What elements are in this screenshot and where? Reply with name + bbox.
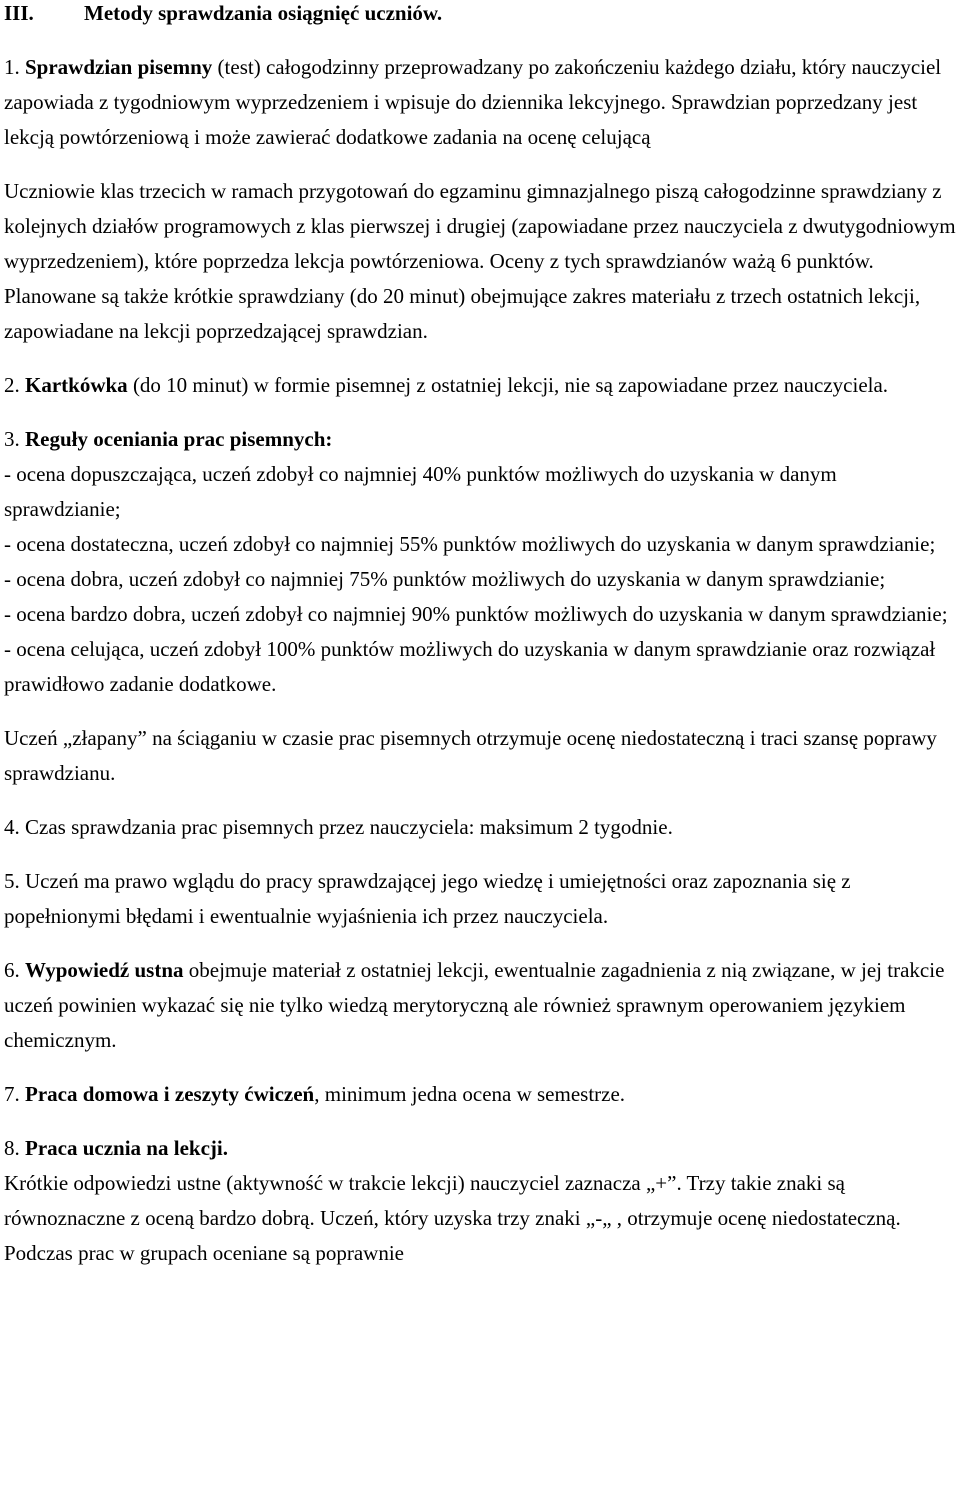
grading-rule: - ocena celująca, uczeń zdobył 100% punktów możliwych do uzyskania w danym sprawdzianie oraz rozwiązał prawidłowo zadanie dodatkowe. bbox=[4, 637, 936, 696]
paragraph-grading-rules-title: 3. Reguły oceniania prac pisemnych: bbox=[4, 427, 333, 451]
term-written-test: Sprawdzian pisemny bbox=[25, 55, 213, 79]
term-homework: Praca domowa i zeszyty ćwiczeń bbox=[25, 1082, 315, 1106]
paragraph-cheating: Uczeń „złapany” na ściąganiu w czasie prac pisemnych otrzymuje ocenę niedostateczną i traci szansę poprawy sprawdzianu. bbox=[4, 726, 937, 785]
document-page bbox=[4, 0, 956, 1271]
grading-rule: - ocena dopuszczająca, uczeń zdobył co najmniej 40% punktów możliwych do uzyskania w danym sprawdzianie; bbox=[4, 462, 837, 521]
paragraph-short-tests: Planowane są także krótkie sprawdziany (do 20 minut) obejmujące zakres materiału z trzech ostatnich lekcji, zapowiadane na lekcji poprzedzającej sprawdzian. bbox=[4, 284, 921, 343]
term-quiz: Kartkówka bbox=[25, 373, 128, 397]
term-lesson-work: Praca ucznia na lekcji. bbox=[25, 1136, 228, 1160]
paragraph-checking-time: 4. Czas sprawdzania prac pisemnych przez nauczyciela: maksimum 2 tygodnie. bbox=[4, 815, 673, 839]
paragraph-quiz: 2. Kartkówka (do 10 minut) w formie pisemnej z ostatniej lekcji, nie są zapowiadane przez nauczyciela. bbox=[4, 373, 889, 397]
paragraph-lesson-work-body: Krótkie odpowiedzi ustne (aktywność w trakcie lekcji) nauczyciel zaznacza „+”. Trzy takie znaki są równoznaczne z oceną bardzo dobrą. Uczeń, który uzyska trzy znaki „-„ , otrzymuje ocenę niedostateczną. Podczas prac w grupach oceniane są poprawnie bbox=[4, 1171, 901, 1265]
section-heading bbox=[4, 0, 956, 31]
paragraph-third-class-exams: Uczniowie klas trzecich w ramach przygotowań do egzaminu gimnazjalnego piszą całogodzinne sprawdziany z kolejnych działów programowych z klas pierwszej i drugiej (zapowiadane przez nauczyciela z dwutygodniowym wyprzedzeniem), które poprzedza lekcja powtórzeniowa. Oceny z tych sprawdzianów ważą 6 punktów. bbox=[4, 179, 956, 273]
term-oral-answer: Wypowiedź ustna bbox=[25, 958, 184, 982]
heading-number: III. bbox=[4, 1, 34, 25]
grading-rule: - ocena bardzo dobra, uczeń zdobył co najmniej 90% punktów możliwych do uzyskania w danym sprawdzianie; bbox=[4, 602, 948, 626]
paragraph-lesson-work-title: 8. Praca ucznia na lekcji. bbox=[4, 1136, 228, 1160]
term-grading-rules: Reguły oceniania prac pisemnych: bbox=[25, 427, 333, 451]
grading-rule: - ocena dobra, uczeń zdobył co najmniej 75% punktów możliwych do uzyskania w danym sprawdzianie; bbox=[4, 567, 886, 591]
paragraph-written-test: 1. Sprawdzian pisemny (test) całogodzinny przeprowadzany po zakończeniu każdego działu, który nauczyciel zapowiada z tygodniowym wyprzedzeniem i wpisuje do dziennika lekcyjnego. Sprawdzian poprzedzany jest lekcją powtórzeniową i może zawierać dodatkowe zadania na ocenę celującą bbox=[4, 55, 942, 149]
heading-title: Metody sprawdzania osiągnięć uczniów. bbox=[84, 1, 443, 25]
paragraph-review-rights: 5. Uczeń ma prawo wglądu do pracy sprawdzającej jego wiedzę i umiejętności oraz zapoznania się z popełnionymi błędami i ewentualnie wyjaśnienia ich przez nauczyciela. bbox=[4, 869, 851, 928]
grading-rule: - ocena dostateczna, uczeń zdobył co najmniej 55% punktów możliwych do uzyskania w danym sprawdzianie; bbox=[4, 532, 936, 556]
paragraph-homework: 7. Praca domowa i zeszyty ćwiczeń, minimum jedna ocena w semestrze. bbox=[4, 1082, 626, 1106]
paragraph-oral-answer: 6. Wypowiedź ustna obejmuje materiał z ostatniej lekcji, ewentualnie zagadnienia z nią związane, w jej trakcie uczeń powinien wykazać się nie tylko wiedzą merytoryczną ale również sprawnym operowaniem językiem chemicznym. bbox=[4, 958, 945, 1052]
